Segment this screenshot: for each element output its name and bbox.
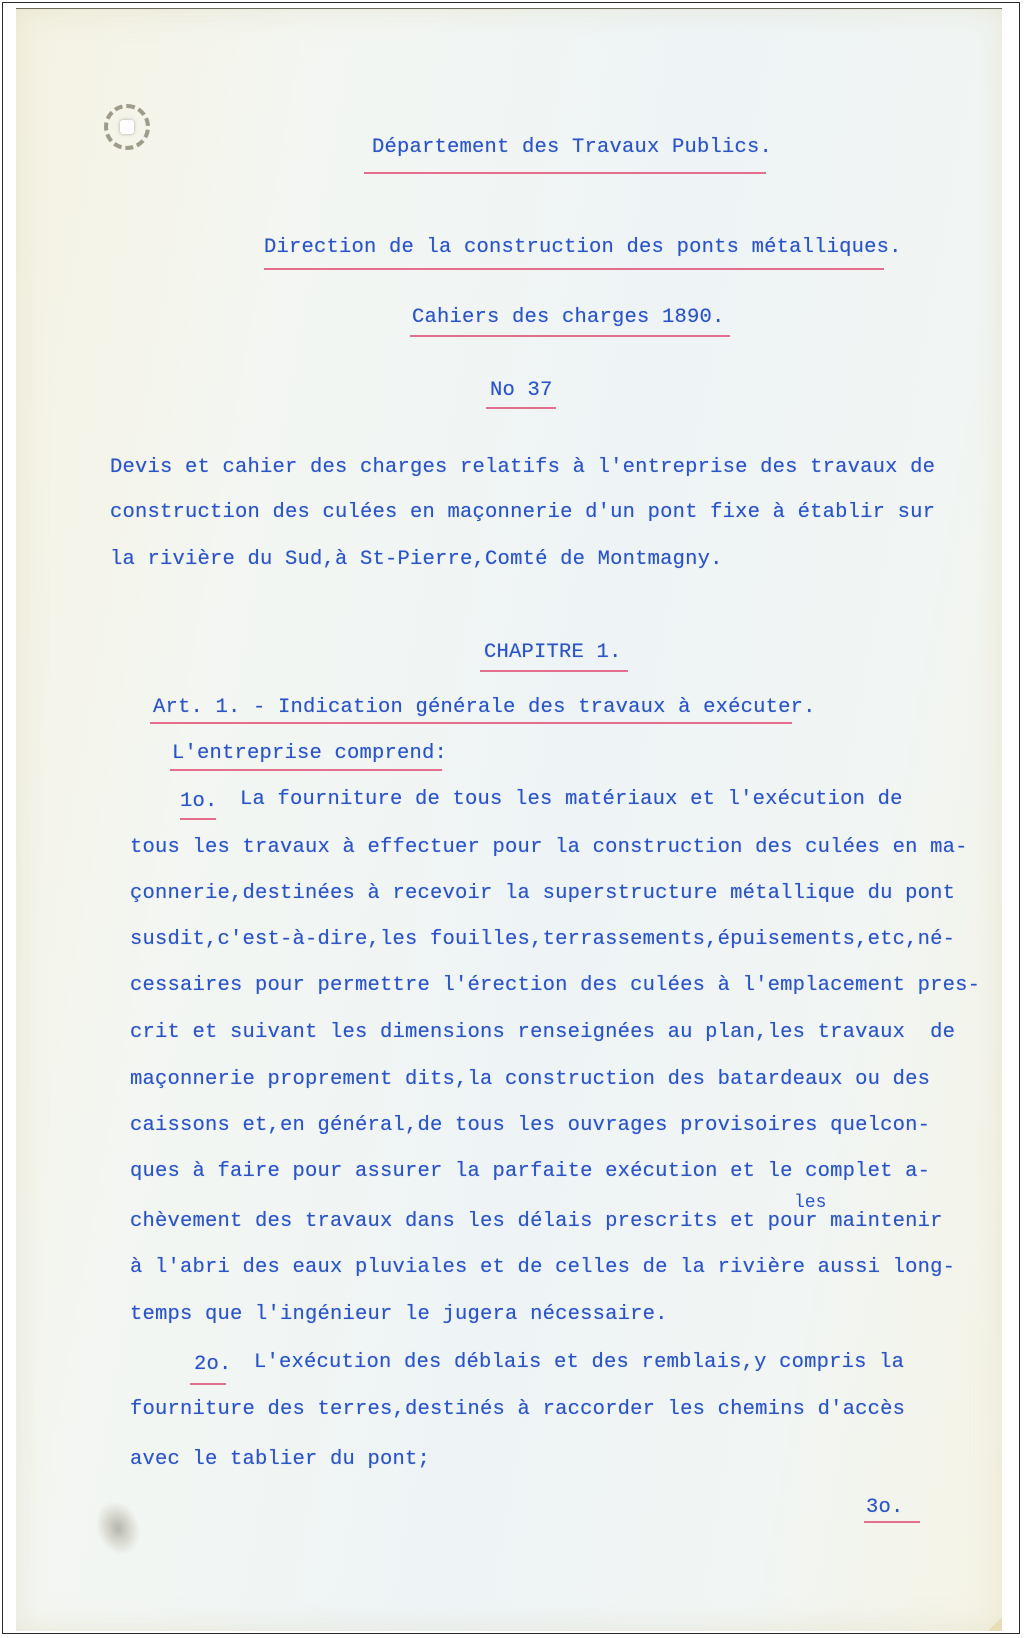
item-number-underline: [190, 1383, 226, 1385]
cahiers-title: Cahiers des charges 1890.: [412, 306, 725, 329]
punch-hole-icon: [104, 104, 150, 150]
item-number-underline: [180, 818, 216, 820]
scope-intro: L'entreprise comprend:: [172, 742, 448, 765]
direction-underline: [264, 268, 884, 270]
body-line: crit et suivant les dimensions renseignées au plan,les travaux de: [130, 1021, 956, 1044]
body-line: susdit,c'est-à-dire,les fouilles,terrassements,épuisements,etc,né-: [130, 928, 956, 951]
article-underline: [150, 722, 792, 724]
handwritten-insertion: les: [794, 1193, 827, 1213]
cahiers-underline: [410, 335, 730, 337]
intro-line: Devis et cahier des charges relatifs à l'entreprise des travaux de: [110, 456, 936, 479]
body-line: caissons et,en général,de tous les ouvrages provisoires quelcon-: [130, 1114, 931, 1137]
number-underline: [486, 407, 556, 409]
body-line: çonnerie,destinées à recevoir la superstructure métallique du pont: [130, 882, 956, 905]
intro-line: construction des culées en maçonnerie d'un pont fixe à établir sur: [110, 501, 936, 524]
body-line: fourniture des terres,destinés à raccorder les chemins d'accès: [130, 1398, 906, 1421]
item-first-line: L'exécution des déblais et des remblais,y compris la: [254, 1351, 905, 1374]
article-heading: Art. 1. - Indication générale des travaux à exécuter.: [153, 696, 816, 719]
chapter-underline: [480, 670, 628, 672]
chapter-heading: CHAPITRE 1.: [484, 641, 622, 664]
department-underline: [364, 172, 766, 174]
item-first-line: La fourniture de tous les matériaux et l'exécution de: [240, 788, 903, 811]
direction-title: Direction de la construction des ponts métalliques.: [264, 236, 902, 259]
department-title: Département des Travaux Publics.: [372, 136, 773, 159]
body-line: tous les travaux à effectuer pour la construction des culées en ma-: [130, 836, 968, 859]
item-number: 2o.: [194, 1353, 232, 1376]
catchword-underline: [864, 1521, 920, 1523]
catchword: 3o.: [866, 1496, 904, 1519]
intro-line: la rivière du Sud,à St-Pierre,Comté de Montmagny.: [110, 548, 723, 571]
body-line: maçonnerie proprement dits,la construction des batardeaux ou des: [130, 1068, 931, 1091]
body-line: chèvement des travaux dans les délais prescrits et pour maintenir: [130, 1210, 943, 1233]
body-line: cessaires pour permettre l'érection des culées à l'emplacement pres-: [130, 974, 981, 997]
document-number: No 37: [490, 379, 553, 402]
scope-underline: [170, 769, 442, 771]
body-line: temps que l'ingénieur le jugera nécessaire.: [130, 1303, 668, 1326]
body-line: ques à faire pour assurer la parfaite exécution et le complet a-: [130, 1160, 931, 1183]
item-number: 1o.: [180, 790, 218, 813]
body-line: avec le tablier du pont;: [130, 1448, 431, 1471]
body-line: à l'abri des eaux pluviales et de celles de la rivière aussi long-: [130, 1256, 956, 1279]
